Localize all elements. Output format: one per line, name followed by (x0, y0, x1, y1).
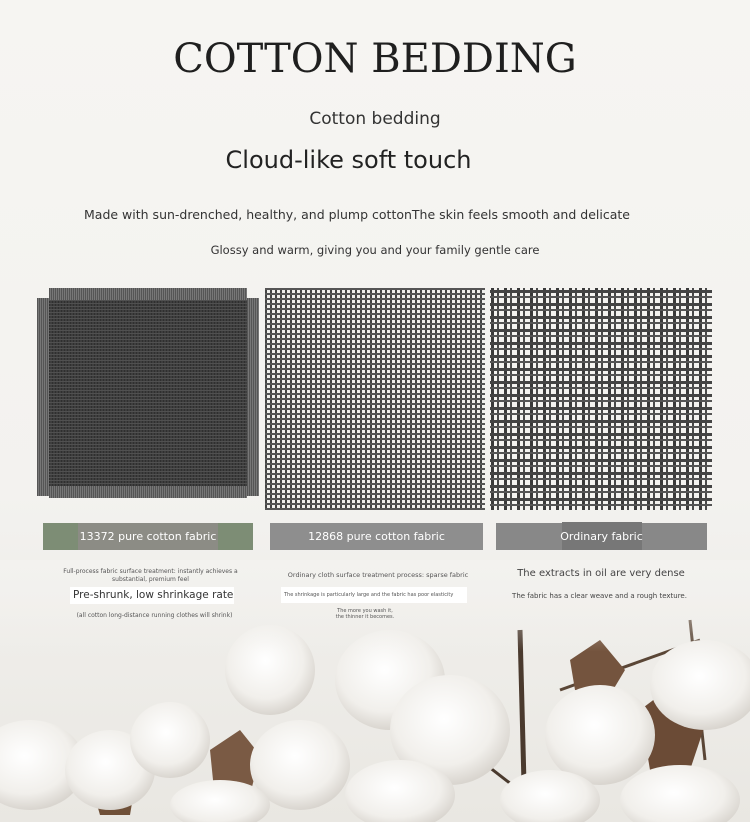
fabric-highlight-12868: The shrinkage is particularly large and the fabric has poor elasticity (281, 587, 467, 603)
description-line-2: Glossy and warm, giving you and your family gentle care (210, 243, 540, 257)
headline: Cloud-like soft touch (225, 146, 472, 174)
fabric-swatch-sparse (490, 288, 712, 510)
fabric-highlight-13372: Pre-shrunk, low shrinkage rate (70, 587, 234, 604)
fabric-highlight-ordinary: The extracts in oil are very dense (517, 568, 685, 579)
fabric-footnote-13372: (all cotton long-distance running clothes will shrink) (76, 612, 233, 619)
fabric-swatch-dense (37, 288, 259, 498)
page-title: COTTON BEDDING (173, 36, 577, 82)
fabric-footnote-12868: The more you wash it, the thinner it becomes. (335, 608, 395, 620)
fabric-label-13372 (43, 523, 253, 550)
fabric-note-13372: Full-process fabric surface treatment: instantly achieves a substantial, premium feel (63, 568, 238, 583)
page-subtitle: Cotton bedding (309, 109, 441, 129)
fabric-note-12868: Ordinary cloth surface treatment process: sparse fabric (287, 571, 469, 579)
fabric-label-ordinary (496, 523, 707, 550)
fabric-label-13372-text: 13372 pure cotton fabric (79, 530, 217, 543)
fabric-note-ordinary: The fabric has a clear weave and a rough texture. (512, 592, 687, 600)
fabric-label-ordinary-text: Ordinary fabric (560, 530, 643, 543)
fabric-swatch-medium (265, 288, 485, 510)
description-line-1: Made with sun-drenched, healthy, and plump cottonThe skin feels smooth and delicate (84, 207, 630, 222)
fabric-label-12868-text: 12868 pure cotton fabric (308, 530, 445, 543)
fabric-label-12868 (270, 523, 483, 550)
